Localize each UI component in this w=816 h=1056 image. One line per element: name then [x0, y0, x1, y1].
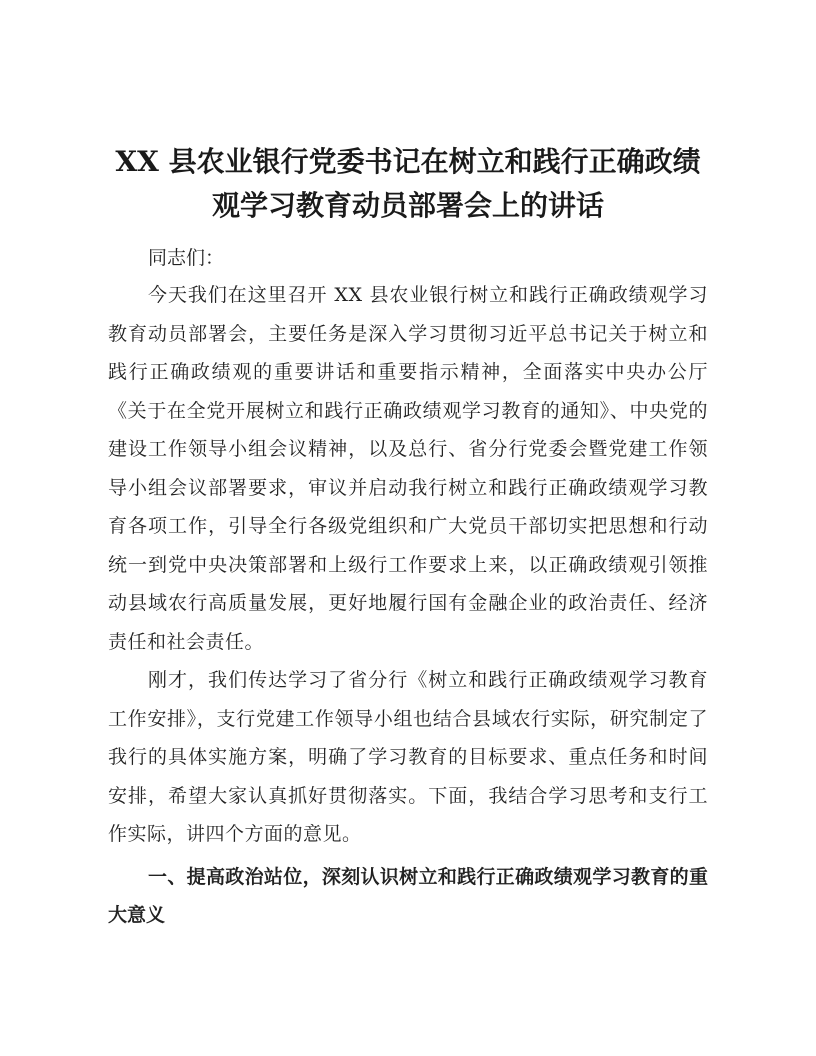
paragraph-opening: 今天我们在这里召开 XX 县农业银行树立和践行正确政绩观学习教育动员部署会，主要任务是深入学习贯彻习近平总书记关于树立和践行正确政绩观的重要讲话和重要指示精神，全面落实中央办公厅《关于在全党开展树立和践行正确政绩观学习教育的通知》、中央党的建设工作领导小组会议精神，以及总行、省分行党委会暨党建工作领导小组会议部署要求，审议并启动我行树立和践行正确政绩观学习教育各项工作，引导全行各级党组织和广大党员干部切实把思想和行动统一到党中央决策部署和上级行工作要求上来，以正确政绩观引领推动县域农行高质量发展，更好地履行国有金融企业的政治责任、经济责任和社会责任。: [108, 284, 708, 653]
document-title: [108, 140, 708, 228]
title-line-1: XX 县农业银行党委书记在树立和践行正确政绩: [115, 145, 701, 178]
section-heading-one: 一、提高政治站位，深刻认识树立和践行正确政绩观学习教育的重大意义: [108, 865, 708, 926]
paragraph-second: 刚才，我们传达学习了省分行《树立和践行正确政绩观学习教育工作安排》，支行党建工作领导小组也结合县域农行实际，研究制定了我行的具体实施方案，明确了学习教育的目标要求、重点任务和时间安排，希望大家认真抓好贯彻落实。下面，我结合学习思考和支行工作实际，讲四个方面的意见。: [108, 669, 708, 845]
document-body: [108, 140, 708, 935]
salutation: 同志们：: [148, 247, 225, 269]
title-line-2: 观学习教育动员部署会上的讲话: [211, 189, 604, 222]
